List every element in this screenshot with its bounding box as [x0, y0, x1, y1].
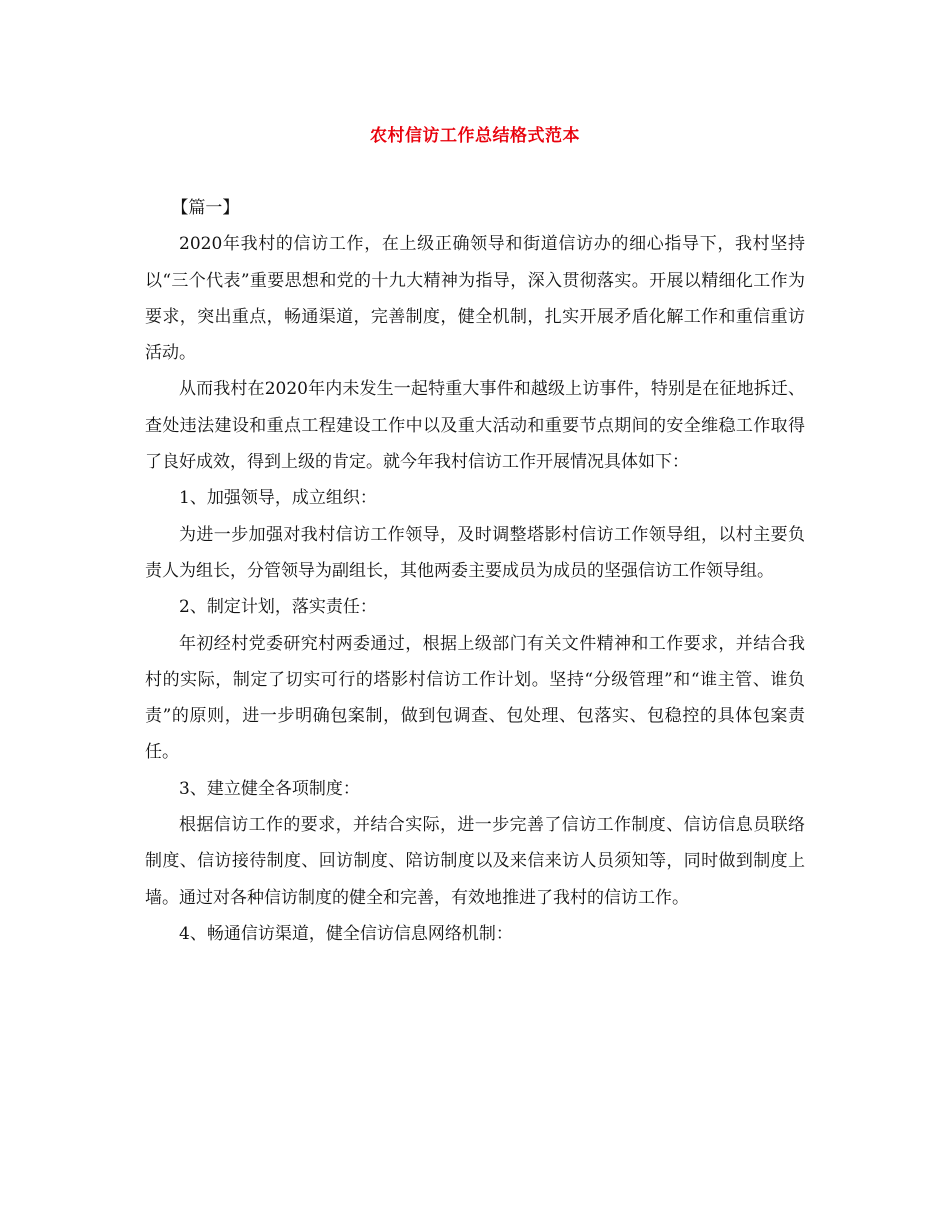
list-item-heading: 2、制定计划，落实责任：: [179, 597, 377, 618]
list-item-heading: 1、加强领导，成立组织：: [179, 488, 377, 509]
paragraph: 年初经村党委研究村两委通过，根据上级部门有关文件精神和工作要求，并结合我村的实际，制定了切实可行的塔影村信访工作计划。坚持“分级管理”和“谁主管、谁负责”的原则，进一步明确包案制，做到包调查、包处理、包落实、包稳控的具体包案责任。: [145, 633, 805, 763]
list-item-heading: 3、建立健全各项制度：: [179, 778, 360, 799]
document-title: 农村信访工作总结格式范本: [370, 126, 580, 146]
paragraph-results: 从而我村在2020年内未发生一起特重大事件和越级上访事件，特别是在征地拆迁、查处违法建设和重点工程建设工作中以及重大活动和重要节点期间的安全维稳工作取得了良好成效，得到上级的肯定。就今年我村信访工作开展情况具体如下：: [145, 379, 805, 473]
list-item-heading: 4、畅通信访渠道，健全信访信息网络机制：: [179, 923, 513, 944]
section-heading: 【篇一】: [171, 198, 240, 218]
paragraph-intro: 2020年我村的信访工作，在上级正确领导和街道信访办的细心指导下，我村坚持以“三个代表”重要思想和党的十九大精神为指导，深入贯彻落实。开展以精细化工作为要求，突出重点，畅通渠道，完善制度，健全机制，扎实开展矛盾化解工作和重信重访活动。: [145, 234, 805, 364]
paragraph: 为进一步加强对我村信访工作领导，及时调整塔影村信访工作领导组，以村主要负责人为组长，分管领导为副组长，其他两委主要成员为成员的坚强信访工作领导组。: [145, 524, 805, 581]
document-body: [145, 190, 805, 952]
paragraph: 根据信访工作的要求，并结合实际，进一步完善了信访工作制度、信访信息员联络制度、信访接待制度、回访制度、陪访制度以及来信来访人员须知等，同时做到制度上墙。通过对各种信访制度的健全和完善，有效地推进了我村的信访工作。: [145, 815, 805, 908]
